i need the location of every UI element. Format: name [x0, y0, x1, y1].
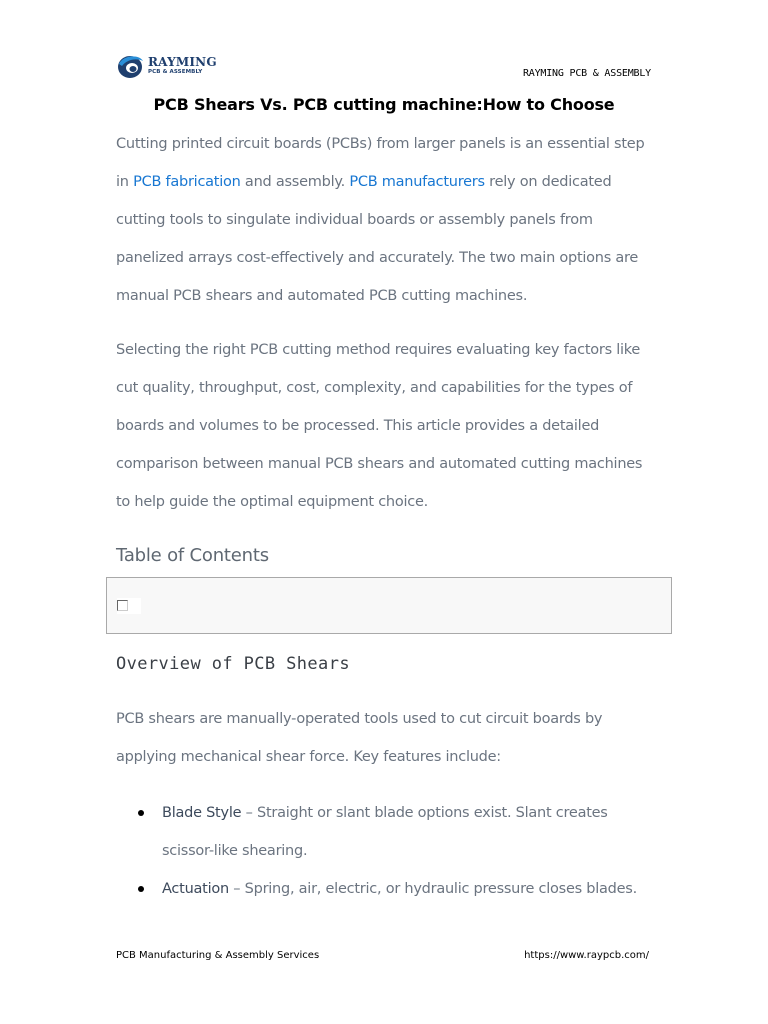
toc-box	[106, 577, 672, 634]
header-company-name: RAYMING PCB & ASSEMBLY	[522, 68, 651, 79]
bullet-icon	[138, 886, 144, 892]
bullet-term: Blade Style	[162, 805, 242, 821]
pcb-fabrication-link[interactable]: PCB fabrication	[133, 174, 241, 190]
logo-tagline: PCB & ASSEMBLY	[148, 69, 203, 76]
list-item	[116, 794, 656, 870]
logo-swirl-icon	[115, 52, 145, 80]
section-heading: Overview of PCB Shears	[116, 654, 350, 674]
bullet-term: Actuation	[162, 881, 229, 897]
bullet-icon	[138, 810, 144, 816]
intro-text-part-2: and assembly.	[240, 174, 350, 190]
bullet-text: – Spring, air, electric, or hydraulic pressure closes blades.	[228, 881, 637, 897]
intro-text-part-3: rely on dedicated cutting tools to singulate individual boards or assembly panels from panelized arrays cost-effectively and accurately. The two main options are manual PCB shears and automated PCB cutting machines.	[116, 174, 639, 304]
intro-text-part-1: Cutting printed circuit boards (PCBs) from larger panels is an essential step in	[116, 136, 645, 190]
logo-name: RAYMING	[148, 55, 217, 70]
footer-url[interactable]: https://www.raypcb.com/	[524, 950, 649, 961]
document-title: PCB Shears Vs. PCB cutting machine:How to Choose	[153, 95, 615, 114]
footer-services: PCB Manufacturing & Assembly Services	[116, 950, 320, 961]
intro-paragraph-1	[116, 125, 656, 315]
list-item	[116, 870, 656, 908]
checkbox-icon	[117, 600, 128, 611]
pcb-manufacturers-link[interactable]: PCB manufacturers	[349, 174, 485, 190]
bullet-text: – Straight or slant blade options exist. Slant creates scissor-like shearing.	[162, 805, 608, 859]
section-paragraph: PCB shears are manually-operated tools used to cut circuit boards by applying mechanical shear force. Key features include:	[116, 711, 603, 765]
intro-paragraph-2: Selecting the right PCB cutting method requires evaluating key factors like cut quality, throughput, cost, complexity, and capabilities for the types of boards and volumes to be processed. This article provides a detailed comparison between manual PCB shears and automated cutting machines to help guide the optimal equipment choice.	[116, 342, 643, 510]
company-logo	[115, 52, 217, 80]
feature-list	[116, 794, 656, 908]
toc-title: Table of Contents	[116, 545, 269, 566]
toc-toggle[interactable]	[117, 598, 141, 614]
